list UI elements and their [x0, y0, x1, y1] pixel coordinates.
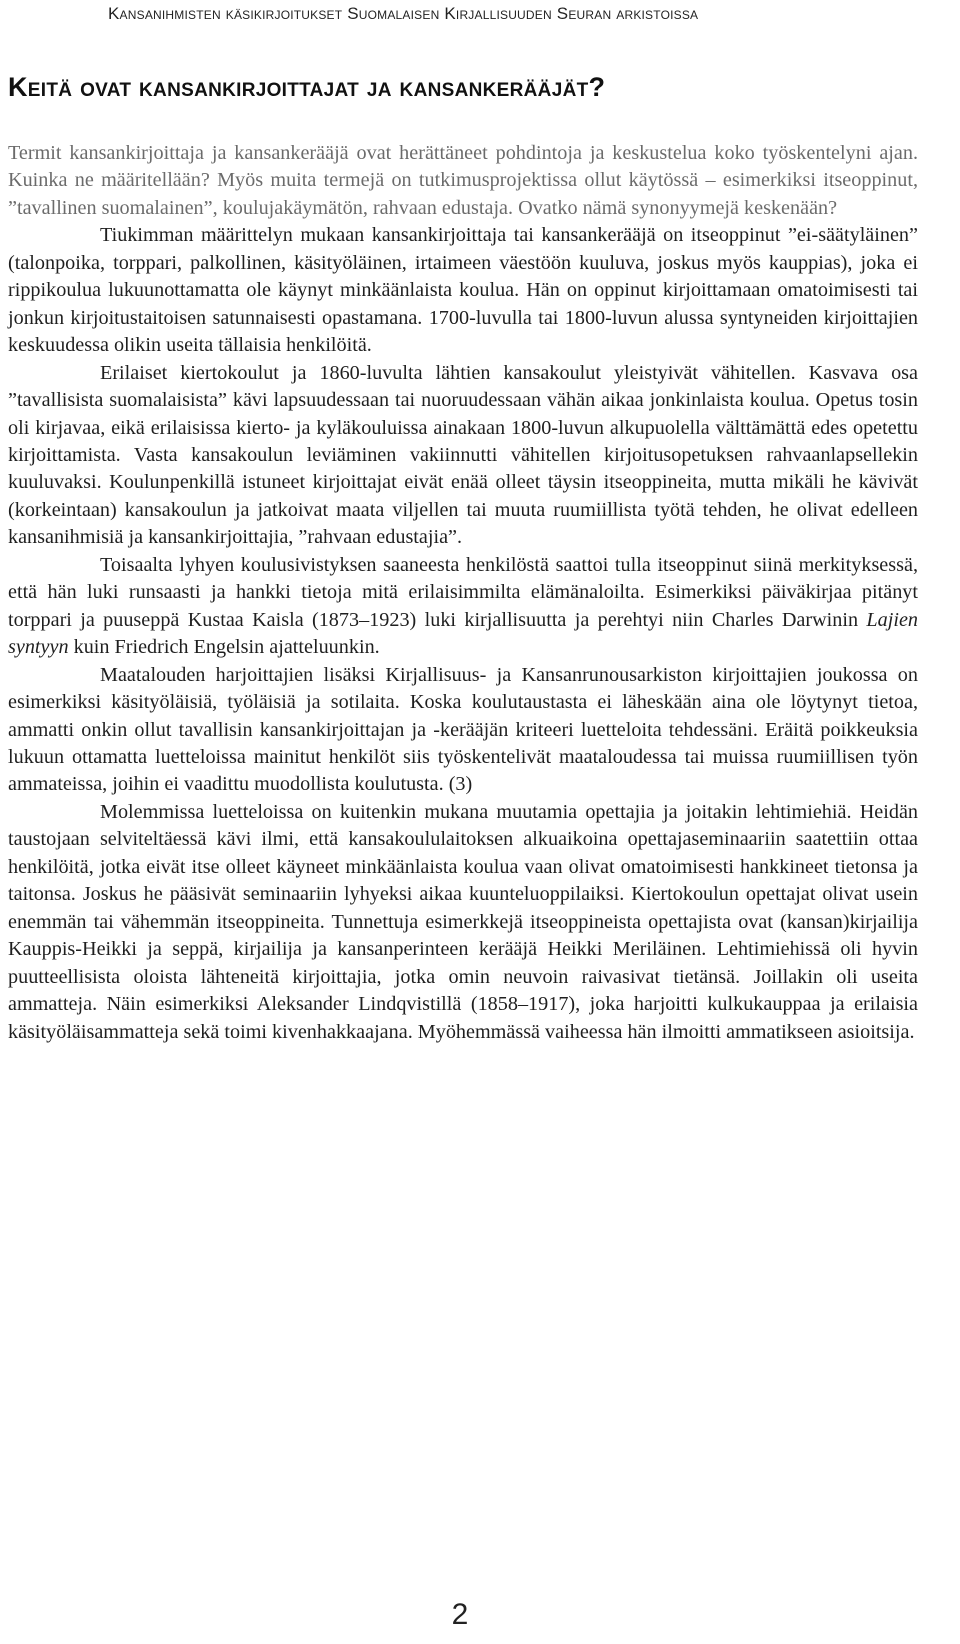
intro-paragraph: Termit kansankirjoittaja ja kansankerääjä ovat herättäneet pohdintoja ja keskustelua koko työskentelyni ajan. Kuinka ne määritellään? Myös muita termejä on tutkimusprojektissa ollut käytössä – esimerkiksi itseoppinut, ”tavallinen suomalainen”, koulujakäymätön, rahvaan edustaja. Ovatko nämä synonyymejä keskenään? — [8, 142, 918, 219]
paragraph-teachers: Molemmissa luetteloissa on kuitenkin mukana muutamia opettajia ja joitakin lehtimiehiä. Heidän taustojaan selviteltäessä kävi ilmi, että kansakoululaitoksen alkuaikoina opettajaseminaariin saatettiin ottaa henkilöitä, jotka eivät itse olleet käyneet minkäänlaista koulua vaan olivat omatoimisesti hankkineet tietonsa ja taitonsa. Joskus he pääsivät seminaariin lyhyeksi aikaa kuunteluoppilaiksi. Kiertokoulun opettajat olivat usein enemmän tai vähemmän itseoppineita. Tunnettuja esimerkkejä itseoppineista opettajista ovat (kansan)kirjailija Kauppis-Heikki ja seppä, kirjailija ja kansanperinteen kerääjä Heikki Meriläinen. Lehtimiehissä oli hyvin puutteellisista oloista lähteneitä kirjoittajia, jotka omin neuvoin raivasivat tietänsä. Joillakin oli useita ammatteja. Näin esimerkiksi Aleksander Lindqvistillä (1858–1917), joka harjoitti kulkukauppaa ja erilaisia käsityöläisammatteja sekä toimi kivenhakkaajana. Myöhemmässä vaiheessa hän ilmoitti ammatikseen asioitsija. — [8, 800, 918, 1043]
paragraph-self-taught-start: Toisaalta lyhyen koulusivistyksen saaneesta henkilöstä saattoi tulla itseoppinut siinä merkityksessä, että hän luki runsaasti ja hankki tietoja mitä erilaisimmilta elämänaloilta. Esimerkiksi päiväkirjaa pitänyt torppari ja puuseppä Kustaa Kaisla (1873–1923) luki kirjallisuutta ja perehtyi niin Charles Darwinin — [8, 553, 918, 631]
page-number: 2 — [451, 1598, 469, 1631]
paragraph-schools: Erilaiset kiertokoulut ja 1860-luvulta lähtien kansakoulut yleistyivät vähitellen. Kasvava osa ”tavallisista suomalaisista” kävi lapsuudessaan tai nuoruudessaan vähän aikaa jonkinlaista koulua. Opetus tosin oli kirjavaa, eikä erilaisissa kierto- ja kyläkouluissa ainakaan 1800-luvun alkupuolella välttämättä edes opetettu kirjoittamista. Vasta kansakoulun leviäminen vakiinnutti vähitellen kirjoitusopetuksen rahvaanlapsellekin kuuluvaksi. Koulunpenkillä istuneet kirjoittajat eivät enää olleet täysin itseoppineita, mutta mikäli he kävivät (korkeintaan) kansakoulun ja jatkoivat maata viljellen tai muuta ruumiillista työtä tehden, he olivat edelleen kansanihmisiä ja kansankirjoittajia, ”rahvaan edustajia”. — [8, 361, 918, 549]
running-header: Kansanihmisten käsikirjoitukset Suomalaisen Kirjallisuuden Seuran arkistoissa — [108, 4, 699, 23]
paragraph-definition: Tiukimman määrittelyn mukaan kansankirjoittaja tai kansankerääjä on itseoppinut ”ei-säätyläinen” (talonpoika, torppari, palkollinen, käsityöläinen, irtaimeen väestöön kuuluva, joskus myös kauppias), joka ei rippikoulua lukuunottamatta ole käynyt minkäänlaista koulua. Hän on oppinut kirjoittamaan omatoimisesti tai jonkun kirjoitustaitoisen satunnaisesti opastamana. 1700-luvulla tai 1800-luvun alussa syntyneiden kirjoittajien keskuudessa olikin useita tällaisia henkilöitä. — [8, 224, 918, 357]
paragraph-occupations: Maatalouden harjoittajien lisäksi Kirjallisuus- ja Kansanrunousarkiston kirjoittajien joukossa on esimerkiksi käsityöläisiä, työläisiä ja sotilaita. Koska koulutaustasta ei läheskään aina ole löytynyt tietoa, ammatti onkin ollut tavallisin kansankirjoittajan ja -kerääjän kriteeri luetteloita tehdessäni. Eräitä poikkeuksia lukuun ottamatta luetteloissa mainitut henkilöt siis työskentelivät maataloudessa tai muissa ruumiillisen työn ammateissa, joihin ei vaadittu muodollista koulutusta. (3) — [8, 663, 918, 796]
book-title-emphasis: Lajien syntyyn — [8, 608, 918, 659]
paragraph-self-taught-end: kuin Friedrich Engelsin ajatteluunkin. — [68, 636, 380, 659]
section-title: Keitä ovat kansankirjoittajat ja kansankerääjät? — [8, 72, 606, 102]
paragraph-self-taught — [8, 552, 918, 662]
body-text — [8, 140, 918, 1046]
